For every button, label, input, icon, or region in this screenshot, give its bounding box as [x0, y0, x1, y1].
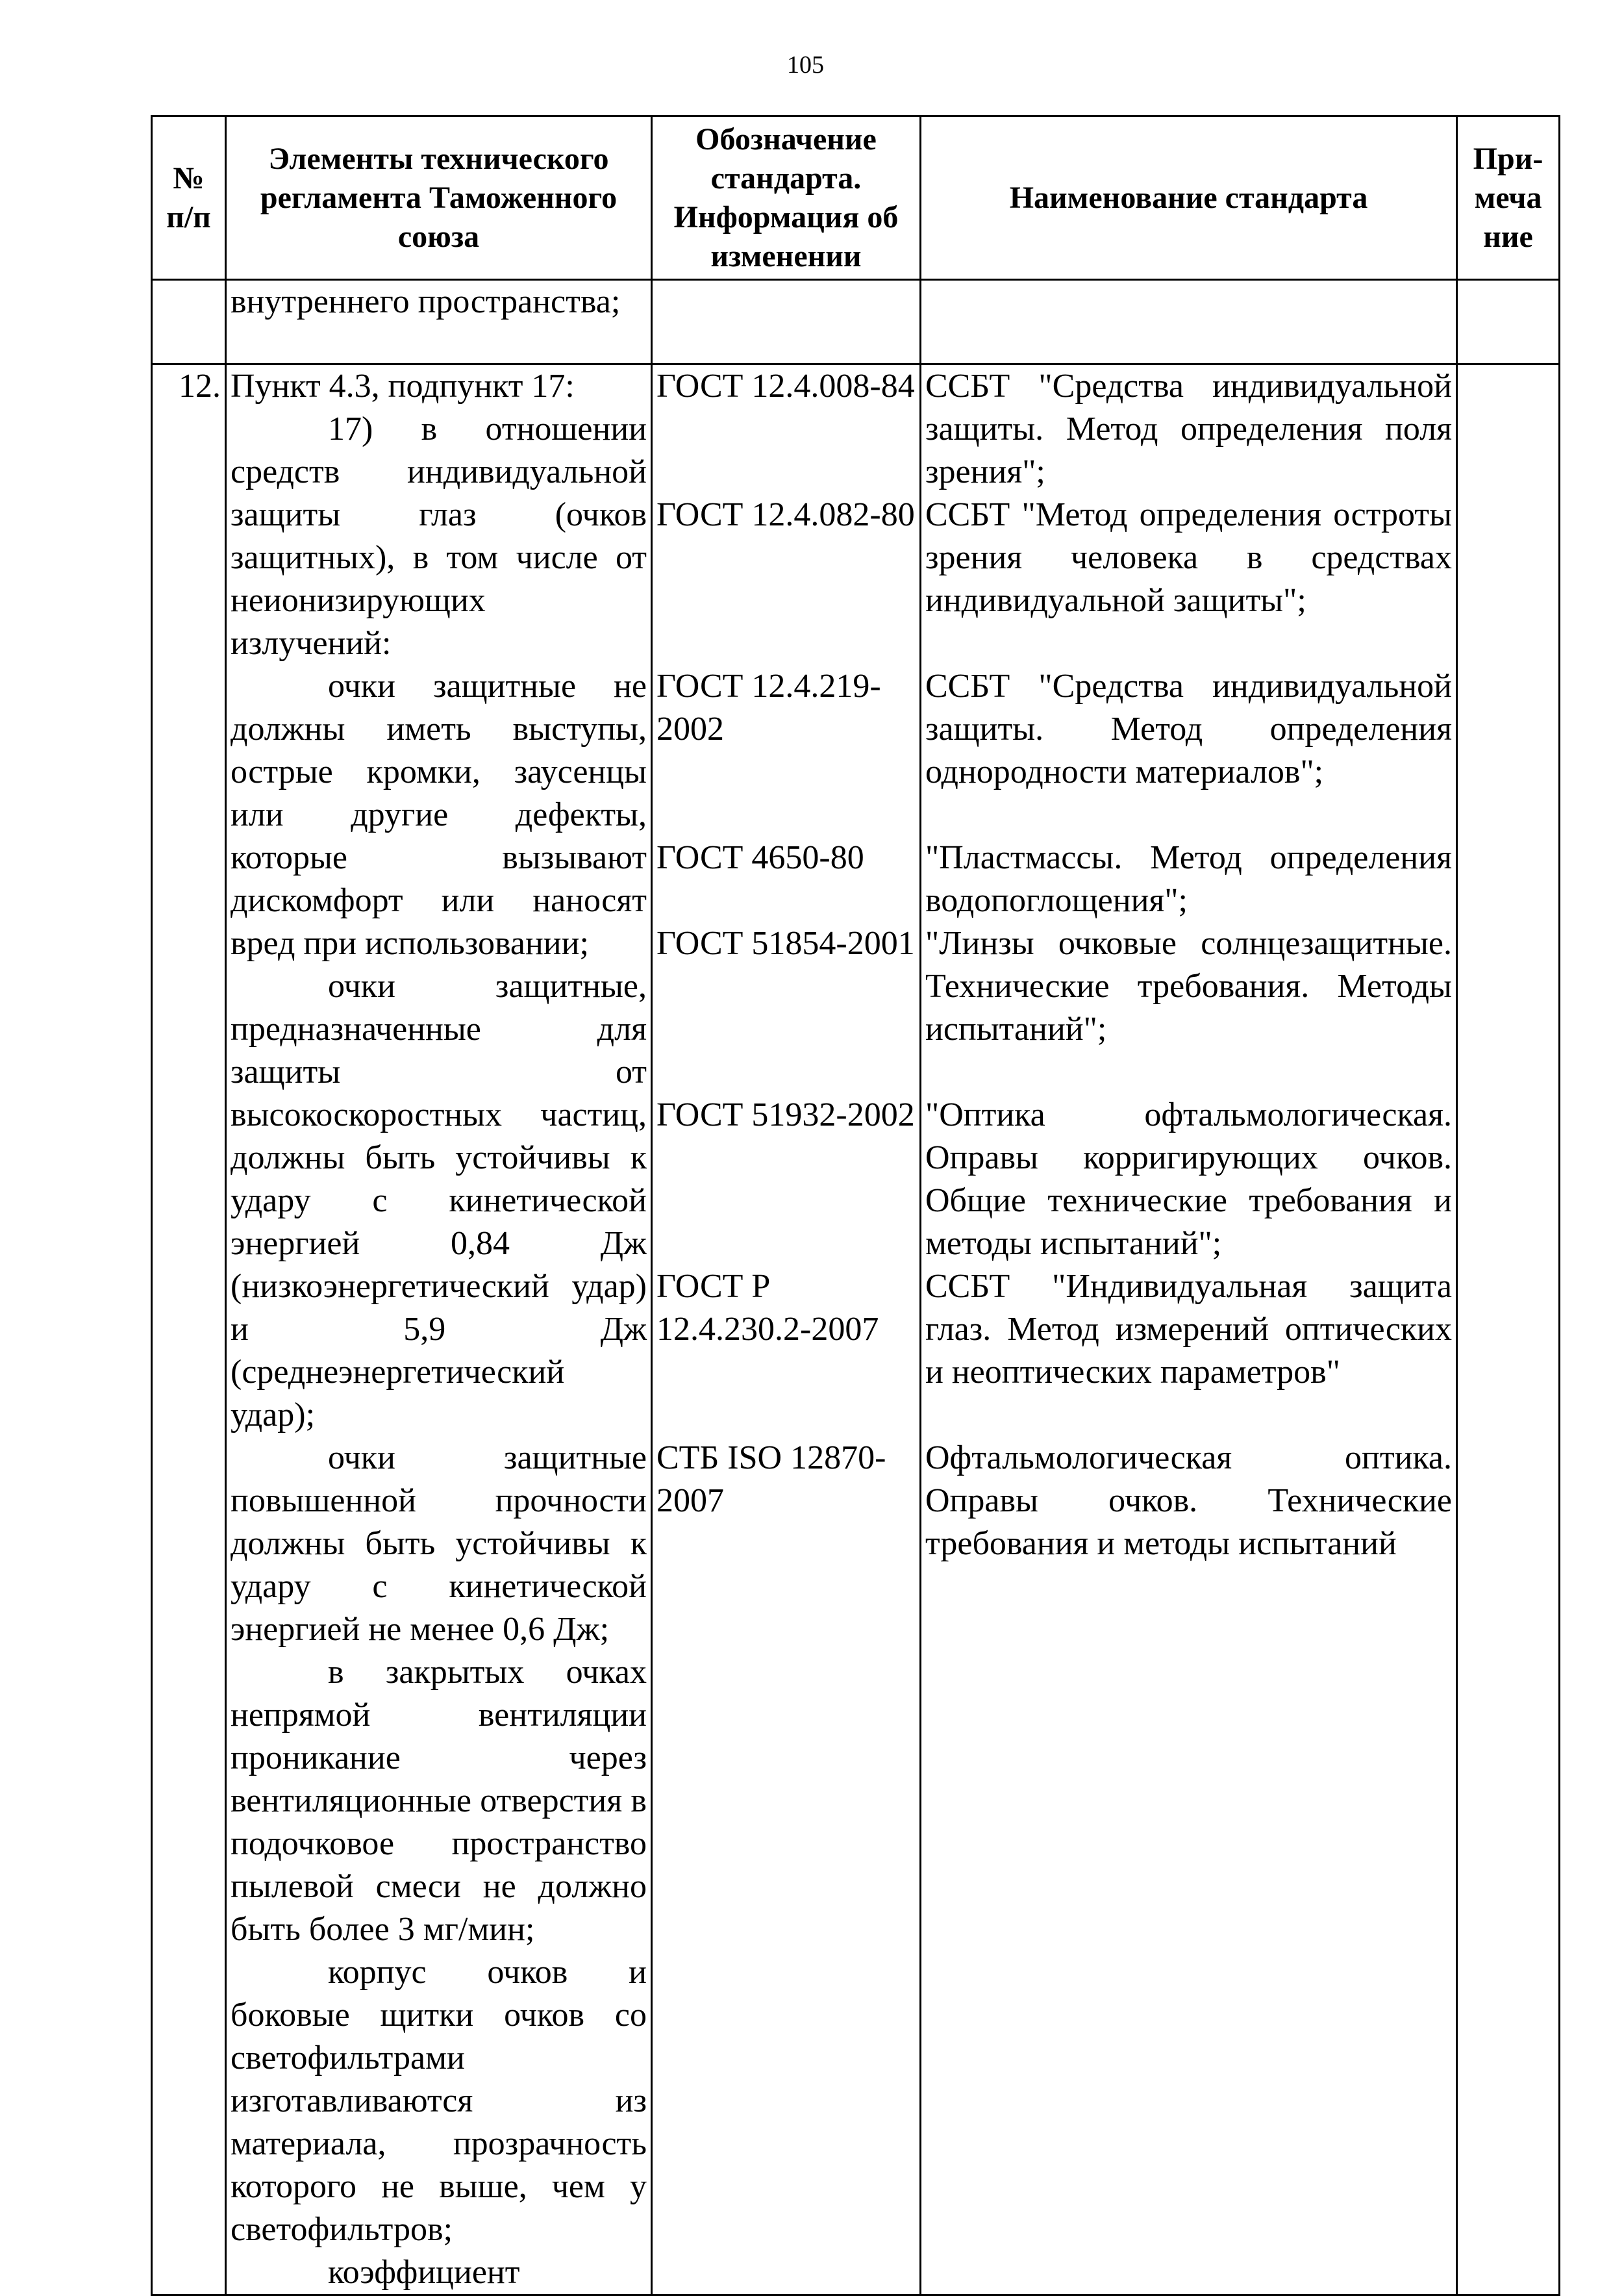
standard-name: ССБТ "Средства индивидуальной защиты. Метод определения поля зрения";: [925, 368, 1452, 490]
elements-paragraph: коэффициент: [328, 2254, 520, 2291]
note-cell: [1457, 364, 1560, 2295]
cont-note-cell: [1457, 280, 1560, 364]
elements-paragraph: в закрытых очках непрямой вентиляции проникание через вентиляционные отверстия в подочковое пространство пылевой смеси не должно быть более 3 мг/мин;: [231, 1654, 647, 1948]
standard-designation: ГОСТ 12.4.082-80: [656, 496, 915, 533]
name-cell: [921, 364, 1457, 2295]
standard-name: Офтальмологическая оптика. Оправы очков. Технические требования и методы испытаний: [925, 1439, 1452, 1562]
elements-title: Пункт 4.3, подпункт 17:: [231, 368, 575, 405]
standard-designation: ГОСТ 12.4.219-2002: [656, 668, 881, 748]
standard-name: "Пластмассы. Метод определения водопоглощения";: [925, 839, 1452, 919]
standard-name: ССБТ "Метод определения остроты зрения человека в средствах индивидуальной защиты";: [925, 496, 1452, 619]
elements-paragraph: очки защитные не должны иметь выступы, острые кромки, заусенцы или другие дефекты, которые вызывают дискомфорт или наносят вред при использовании;: [231, 668, 647, 962]
standard-designation: ГОСТ 12.4.008-84: [656, 368, 915, 405]
header-row: [152, 116, 1560, 280]
standard-designation: ГОСТ 51854-2001: [656, 925, 915, 962]
standard-name: ССБТ "Индивидуальная защита глаз. Метод измерений оптических и неоптических параметров": [925, 1268, 1452, 1391]
standard-designation: ГОСТ Р 12.4.230.2-2007: [656, 1268, 879, 1348]
cont-elements-cell: внутреннего пространства;: [226, 280, 652, 364]
cont-num-cell: [152, 280, 226, 364]
header-note: При-меча ние: [1457, 116, 1560, 280]
standard-name: "Оптика офтальмологическая. Оправы корригирующих очков. Общие технические требования и методы испытаний";: [925, 1096, 1452, 1262]
cont-name-cell: [921, 280, 1457, 364]
elements-cell: [226, 364, 652, 2295]
header-elements: Элементы технического регламента Таможенного союза: [226, 116, 652, 280]
standard-designation: СТБ ISO 12870-2007: [656, 1439, 886, 1519]
table-row-12: [152, 364, 1560, 2295]
header-name: Наименование стандарта: [921, 116, 1457, 280]
elements-paragraph: очки защитные повышенной прочности должны быть устойчивы к удару с кинетической энергией не менее 0,6 Дж;: [231, 1439, 647, 1648]
row-number: 12.: [152, 364, 226, 2295]
standard-name: "Линзы очковые солнцезащитные. Технические требования. Методы испытаний";: [925, 925, 1452, 1048]
header-num: № п/п: [152, 116, 226, 280]
page-number: 105: [787, 51, 824, 79]
standard-designation: ГОСТ 51932-2002: [656, 1096, 915, 1133]
standards-table: [151, 115, 1560, 2296]
designation-cell: [652, 364, 921, 2295]
cont-designation-cell: [652, 280, 921, 364]
header-designation: Обозначение стандарта. Информация об изменении: [652, 116, 921, 280]
standard-name: ССБТ "Средства индивидуальной защиты. Метод определения однородности материалов";: [925, 668, 1452, 790]
standard-designation: ГОСТ 4650-80: [656, 839, 864, 876]
continuation-row: [152, 280, 1560, 364]
elements-paragraph: корпус очков и боковые щитки очков со светофильтрами изготавливаются из материала, прозрачность которого не выше, чем у светофильтров;: [231, 1954, 647, 2248]
elements-paragraph: очки защитные, предназначенные для защиты от высокоскоростных частиц, должны быть устойчивы к удару с кинетической энергией 0,84 Дж (низкоэнергетический удар) и 5,9 Дж (среднеэнергетический удар);: [231, 968, 647, 1433]
elements-paragraph: 17) в отношении средств индивидуальной защиты глаз (очков защитных), в том числе от неионизирующих излучений:: [231, 410, 647, 662]
